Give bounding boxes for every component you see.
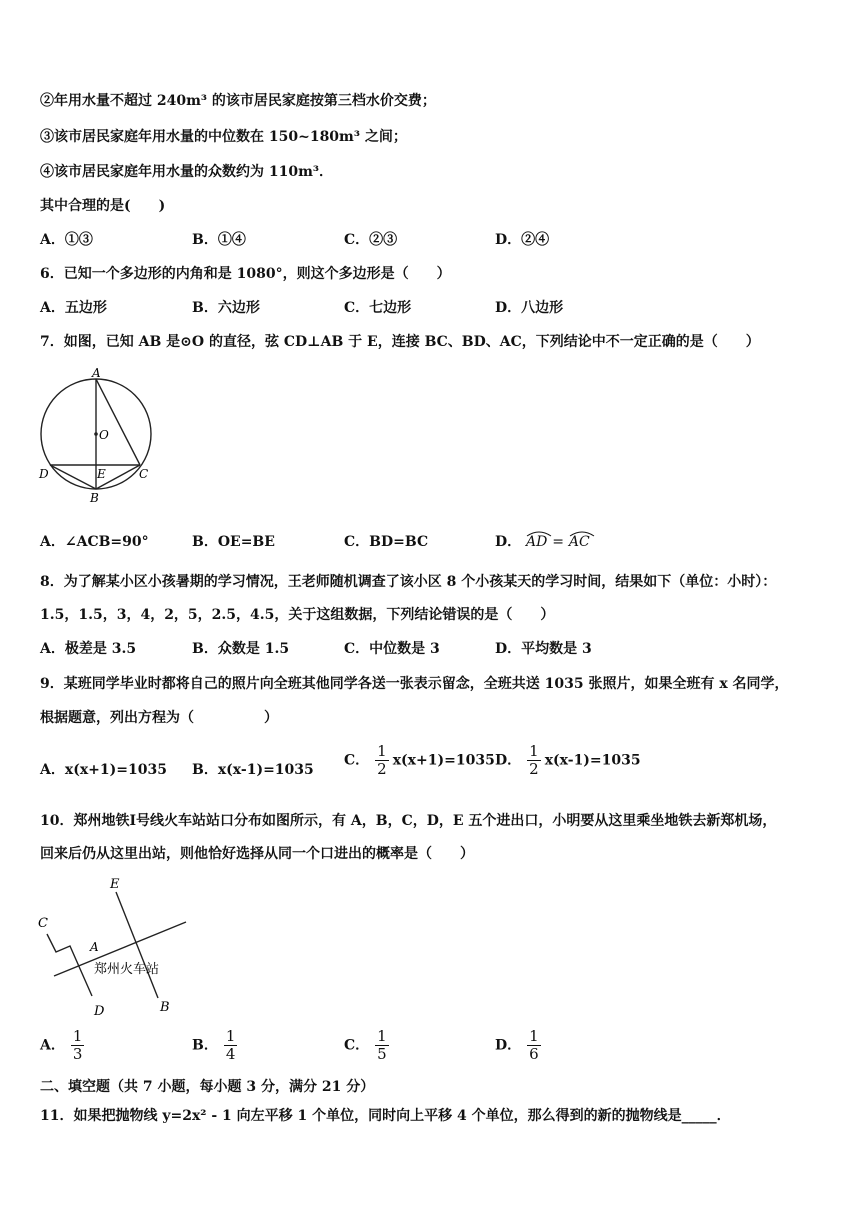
- circle-figure: [36, 362, 158, 507]
- q10-option-b[interactable]: [192, 1028, 241, 1063]
- fraction-numerator: 1: [377, 742, 387, 760]
- q7-option-a[interactable]: A．∠ACB=90°: [40, 534, 149, 550]
- fraction-half: [375, 743, 389, 778]
- q10-option-d-prefix: D．: [495, 1037, 522, 1054]
- arc-ac-label: AC: [568, 534, 590, 550]
- q8-option-a[interactable]: A．极差是 3.5: [40, 641, 137, 657]
- question-7-stem: 7．如图，已知 AB 是⊙O 的直径，弦 CD⊥AB 于 E，连接 BC、BD、AC，下列结论中不一定正确的是（ ）: [40, 334, 760, 350]
- section-2-title: 二、填空题（共 7 小题，每小题 3 分，满分 21 分）: [40, 1079, 375, 1095]
- fraction-denominator: 2: [377, 760, 387, 778]
- fraction-denominator: 6: [529, 1045, 539, 1063]
- q7-option-d-eq: =: [552, 534, 564, 550]
- label-e: E: [110, 877, 120, 892]
- statement-4: ④该市居民家庭年用水量的众数约为 110m³．: [40, 164, 334, 180]
- question-10-stem-2: 回来后仍从这里出站，则他恰好选择从同一个口进出的概率是（ ）: [40, 846, 474, 862]
- q10-option-c[interactable]: [344, 1028, 393, 1063]
- q9-option-d-expr: x(x-1)=1035: [544, 752, 641, 769]
- q9-option-a[interactable]: A．x(x+1)=1035: [40, 762, 167, 778]
- q5-option-d[interactable]: D．②④: [495, 232, 550, 248]
- label-c: C: [38, 916, 48, 931]
- fraction-numerator: 1: [225, 1027, 236, 1045]
- label-c: C: [139, 467, 149, 481]
- question-10-stem-1: 10．郑州地铁Ⅰ号线火车站站口分布如图所示，有 A，B，C，D，E 五个进出口，小明要从这里乘坐地铁去新郑机场，: [40, 813, 777, 829]
- question-8-stem-2: 1.5，1.5，3，4，2，5，2.5，4.5，关于这组数据，下列结论错误的是（ ）: [40, 607, 555, 623]
- q7-option-b[interactable]: B．OE=BE: [192, 534, 275, 550]
- fraction: [527, 1028, 541, 1063]
- fraction-numerator: 1: [72, 1027, 83, 1045]
- q9-option-d[interactable]: [495, 743, 641, 778]
- question-8-stem-1: 8．为了解某小区小孩暑期的学习情况，王老师随机调查了该小区 8 个小孩某天的学习时间，结果如下（单位：小时）：: [40, 574, 777, 590]
- label-a: A: [92, 366, 101, 380]
- q8-option-b[interactable]: B．众数是 1.5: [192, 641, 290, 657]
- fraction-half: [527, 743, 541, 778]
- q7-option-d-prefix: D．: [495, 534, 522, 550]
- fraction-numerator: 1: [529, 742, 539, 760]
- statement-2: ②年用水量不超过 240m³ 的该市居民家庭按第三档水价交费；: [40, 93, 436, 109]
- arc-ac: [569, 534, 590, 550]
- q9-option-d-prefix: D．: [495, 752, 522, 769]
- fraction: [375, 1028, 389, 1063]
- statement-3: ③该市居民家庭年用水量的中位数在 150~180m³ 之间；: [40, 129, 407, 145]
- q7-option-d[interactable]: [495, 531, 590, 551]
- fraction-denominator: 2: [529, 760, 539, 778]
- fraction-denominator: 3: [72, 1045, 83, 1063]
- q9-option-c-expr: x(x+1)=1035: [392, 752, 495, 769]
- fraction-numerator: 1: [377, 1027, 387, 1045]
- label-o: O: [99, 428, 109, 442]
- q9-option-c-prefix: C．: [344, 752, 370, 769]
- fraction-denominator: 5: [377, 1045, 387, 1063]
- q7-option-c[interactable]: C．BD=BC: [344, 534, 429, 550]
- q10-option-d[interactable]: [495, 1028, 545, 1063]
- question-9-stem-1: 9．某班同学毕业时都将自己的照片向全班其他同学各送一张表示留念，全班共送 1035 张照片，如果全班有 x 名同学，: [40, 676, 789, 692]
- label-d: D: [39, 467, 49, 481]
- label-e: E: [97, 467, 106, 481]
- station-map-figure: [34, 870, 190, 1022]
- question-5-ask: 其中合理的是( ): [40, 198, 166, 214]
- q5-option-c[interactable]: C．②③: [344, 232, 398, 248]
- q10-option-b-prefix: B．: [192, 1037, 218, 1054]
- label-b: B: [160, 1000, 170, 1015]
- q10-option-c-prefix: C．: [344, 1037, 370, 1054]
- fraction: [71, 1028, 85, 1063]
- q5-option-b[interactable]: B．①④: [192, 232, 246, 248]
- question-9-stem-2: 根据题意，列出方程为（ ）: [40, 710, 278, 726]
- station-label: 郑州火车站: [94, 962, 160, 977]
- question-6-stem: 6．已知一个多边形的内角和是 1080°，则这个多边形是（ ）: [40, 266, 451, 282]
- q6-option-a[interactable]: A．五边形: [40, 300, 107, 316]
- q8-option-c[interactable]: C．中位数是 3: [344, 641, 440, 657]
- label-d: D: [94, 1004, 105, 1019]
- fraction-denominator: 4: [225, 1045, 236, 1063]
- q8-option-d[interactable]: D．平均数是 3: [495, 641, 592, 657]
- arc-ad: [526, 534, 547, 550]
- q9-option-b[interactable]: B．x(x-1)=1035: [192, 762, 314, 778]
- q6-option-c[interactable]: C．七边形: [344, 300, 412, 316]
- q9-option-c[interactable]: [344, 743, 495, 778]
- q6-option-b[interactable]: B．六边形: [192, 300, 260, 316]
- fraction: [224, 1028, 238, 1063]
- arc-ad-label: AD: [526, 534, 548, 550]
- q10-option-a[interactable]: [40, 1028, 88, 1063]
- label-b: B: [90, 491, 99, 505]
- q5-option-a[interactable]: A．①③: [40, 232, 93, 248]
- question-11-stem: 11．如果把抛物线 y=2x² - 1 向左平移 1 个单位，同时向上平移 4 个单位，那么得到的新的抛物线是_____．: [40, 1108, 731, 1124]
- q6-option-d[interactable]: D．八边形: [495, 300, 564, 316]
- label-a: A: [90, 940, 99, 954]
- q10-option-a-prefix: A．: [40, 1037, 65, 1054]
- fraction-numerator: 1: [529, 1027, 539, 1045]
